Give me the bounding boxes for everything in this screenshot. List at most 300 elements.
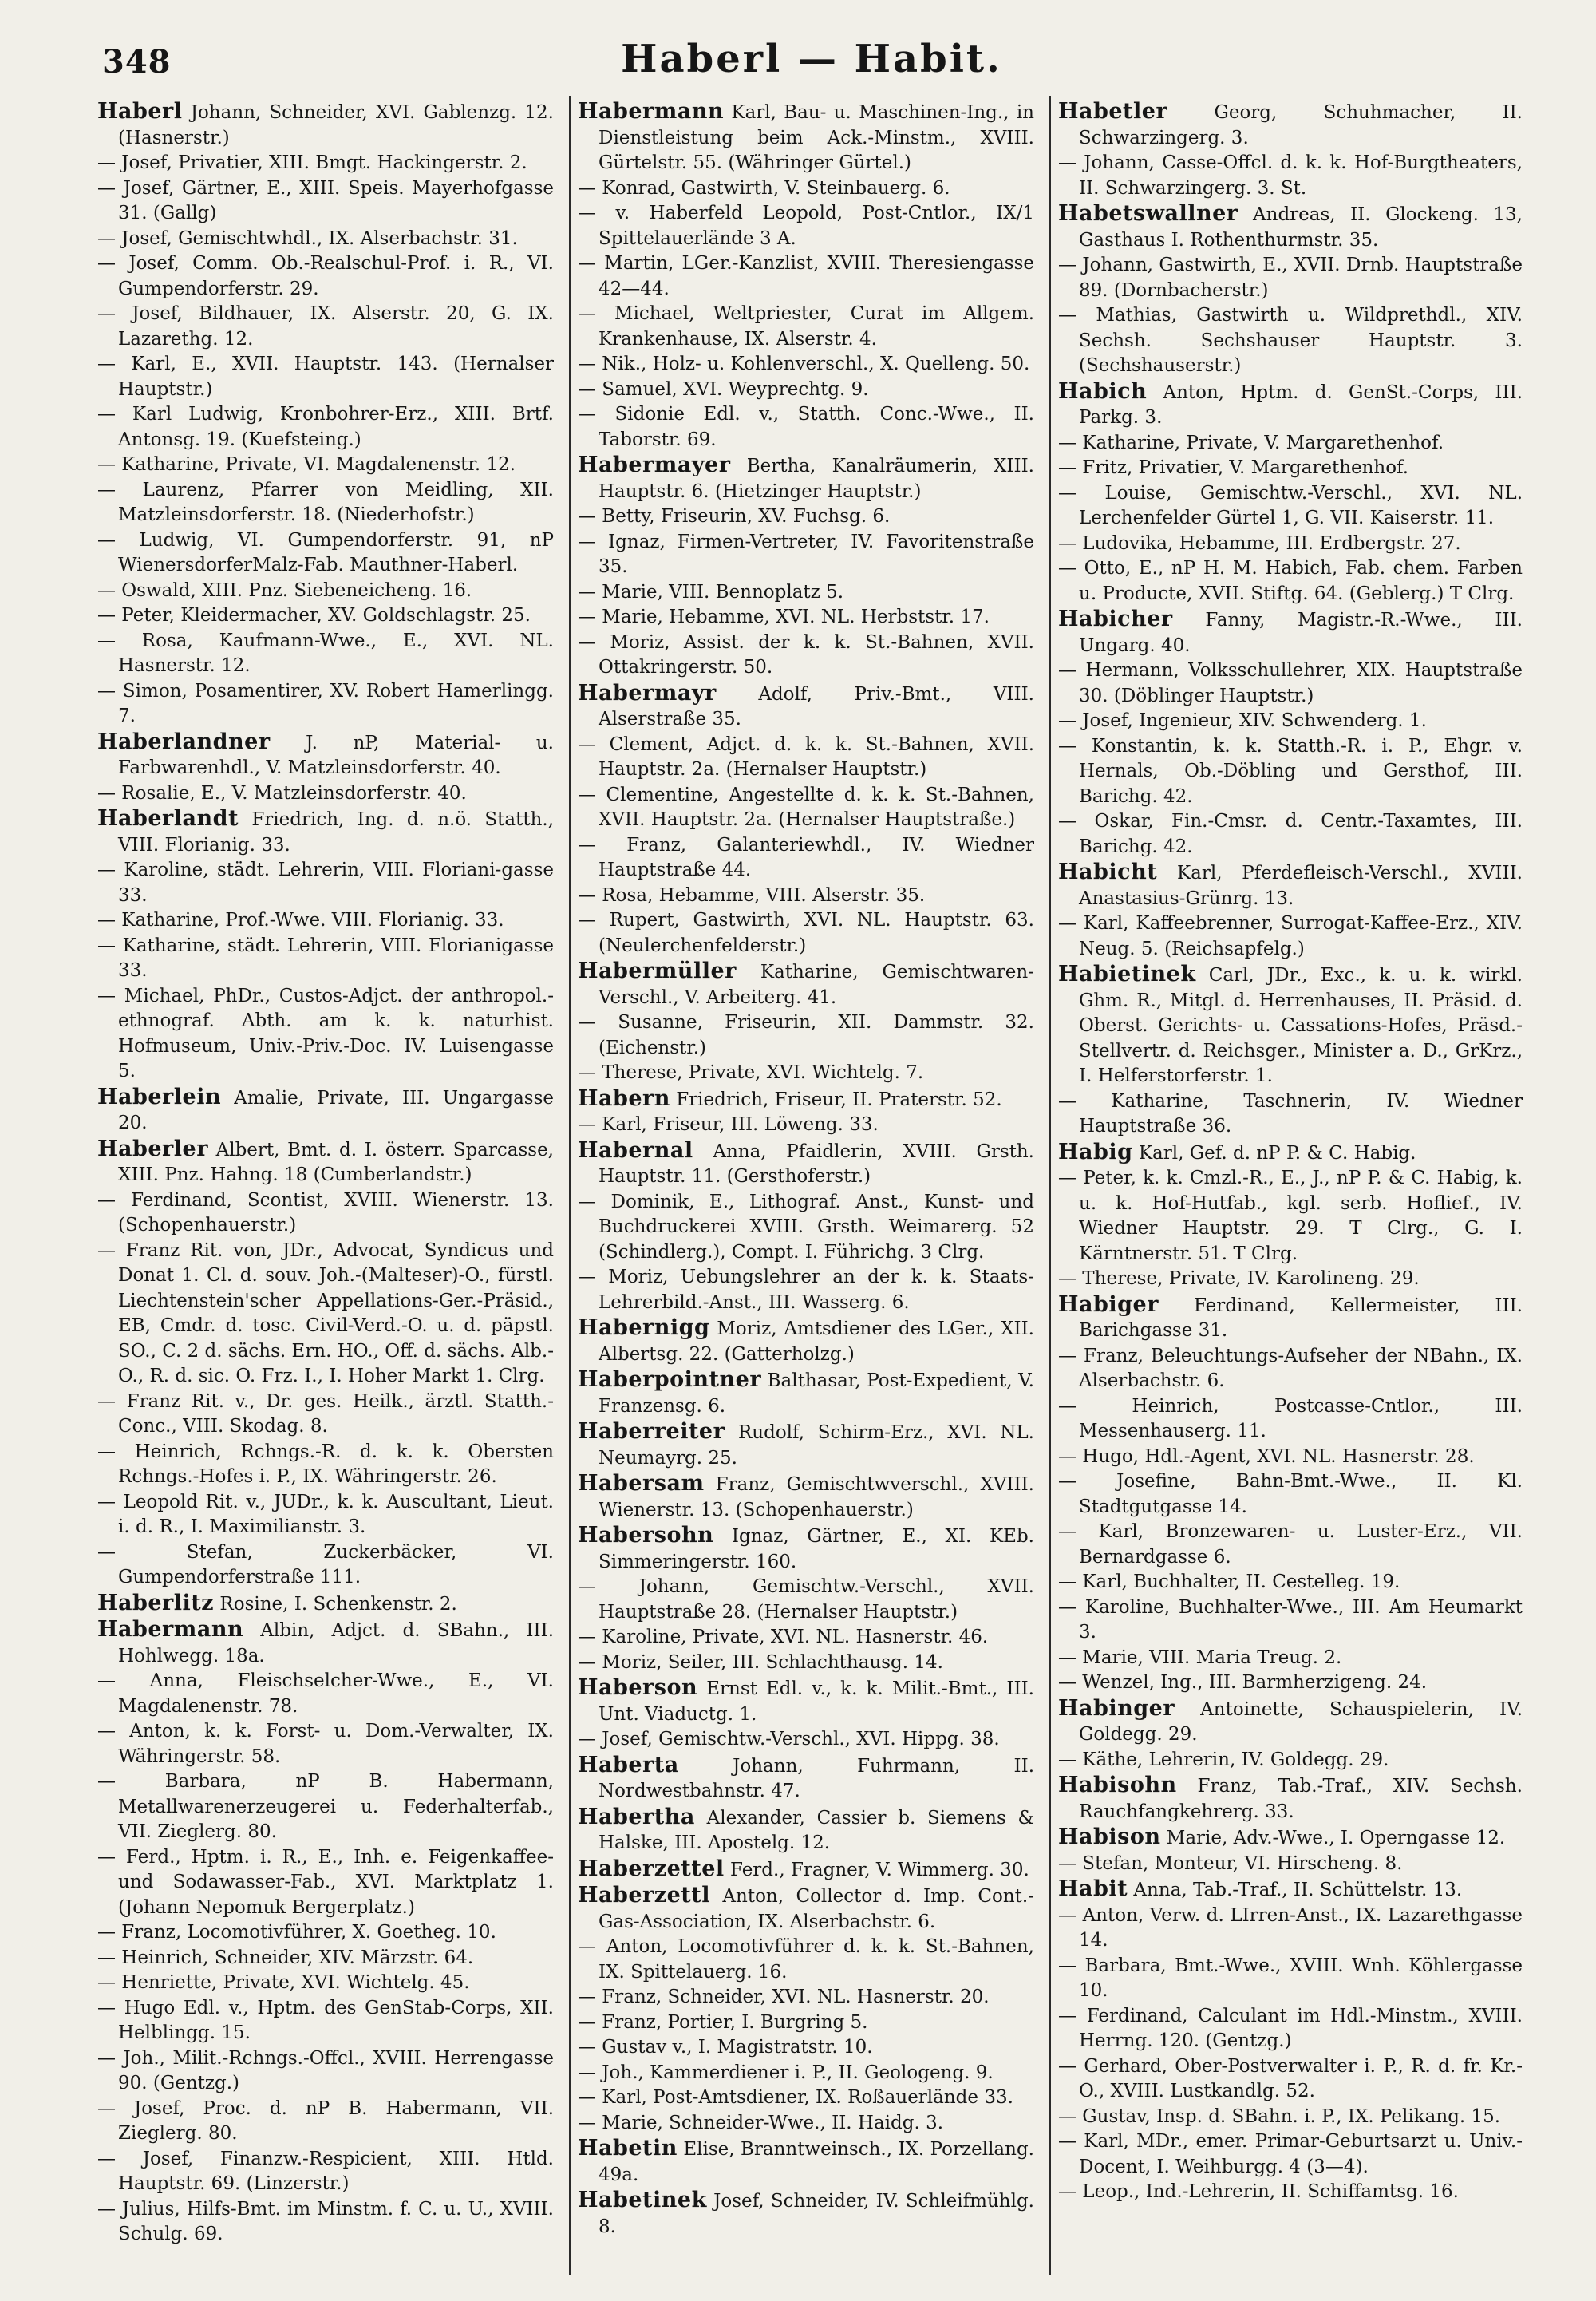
- directory-entry: [97, 2197, 554, 2248]
- entry-text: — Johann, Casse-Offcl. d. k. k. Hof-Burgtheaters, II. Schwarzingerg. 3. St.: [1058, 152, 1523, 199]
- entry-text: — Katharine, Private, V. Margarethenhof.: [1058, 432, 1444, 453]
- directory-entry: [578, 959, 1034, 1010]
- entry-text: — Stefan, Monteur, VI. Hirscheng. 8.: [1058, 1852, 1403, 1874]
- directory-entry: [1058, 658, 1523, 709]
- directory-entry: [97, 1719, 554, 1769]
- entry-text: — Hugo Edl. v., Hptm. des GenStab-Corps, XII. Helblingg. 15.: [97, 1997, 554, 2043]
- directory-entry: [97, 251, 554, 302]
- directory-entry: [1058, 911, 1523, 962]
- entry-text: Georg, Schuhmacher, II. Schwarzingerg. 3.: [1079, 102, 1523, 148]
- entry-surname: Habern: [578, 1085, 670, 1111]
- entry-text: Andreas, II. Glockeng. 13, Gasthaus I. Rothenthurmstr. 35.: [1079, 204, 1523, 251]
- entry-text: Johann, Schneider, XVI. Gablenzg. 12. (Hasnerstr.): [118, 102, 554, 148]
- directory-entry: [97, 806, 554, 858]
- entry-text: Fanny, Magistr.-R.-Wwe., III. Ungarg. 40.: [1079, 610, 1523, 656]
- column-rule: [569, 96, 571, 2275]
- entry-surname: Habermayr: [578, 680, 717, 706]
- directory-entry: [578, 1138, 1034, 1190]
- directory-entry: [1058, 1140, 1523, 1167]
- directory-entry: [97, 1540, 554, 1591]
- directory-entry: [578, 1190, 1034, 1266]
- entry-text: — Nik., Holz- u. Kohlenverschl., X. Quelleng. 50.: [578, 354, 1030, 374]
- entry-text: — Marie, VIII. Bennoplatz 5.: [578, 581, 844, 603]
- entry-text: Adolf, Priv.-Bmt., VIII. Alserstraße 35.: [598, 683, 1034, 729]
- entry-text: — Marie, VIII. Maria Treug. 2.: [1058, 1647, 1342, 1668]
- directory-entry: [1058, 556, 1523, 607]
- entry-text: — Karl, E., XVII. Hauptstr. 143. (Hernalser Hauptstr.): [97, 354, 554, 400]
- entry-surname: Habermüller: [578, 959, 737, 983]
- directory-entry: [97, 579, 554, 604]
- directory-entry: [578, 783, 1034, 833]
- entry-text: Alexander, Cassier b. Siemens & Halske, III. Apostelg. 12.: [598, 1807, 1034, 1853]
- directory-entry: [1058, 2129, 1523, 2180]
- directory-entry: [1058, 253, 1523, 303]
- directory-entry: [1058, 1292, 1523, 1344]
- entry-text: — Samuel, XVI. Weyprechtg. 9.: [578, 378, 869, 400]
- entry-text: — Ferdinand, Calculant im Hdl.-Minstm., XVIII. Herrng. 120. (Gentzg.): [1058, 2005, 1523, 2051]
- directory-entry: [97, 934, 554, 984]
- directory-entry: [97, 1085, 554, 1137]
- directory-entry: [97, 781, 554, 807]
- column-2: [578, 99, 1034, 2270]
- entry-surname: Haberzettl: [578, 1883, 710, 1908]
- entry-text: — Joh., Milit.-Rchngs.-Offcl., XVIII. Herrengasse 90. (Gentzg.): [97, 2047, 554, 2093]
- entry-text: — Katharine, Taschnerin, IV. Wiedner Hauptstraße 36.: [1058, 1090, 1523, 1137]
- entry-text: — Moriz, Uebungslehrer an der k. k. Staats-Lehrerbild.-Anst., III. Wasserg. 6.: [578, 1267, 1034, 1313]
- directory-entry: [97, 1769, 554, 1845]
- directory-entry: [97, 2046, 554, 2097]
- directory-entry: [1058, 607, 1523, 658]
- directory-entry: [578, 2111, 1034, 2137]
- entry-surname: Habetswallner: [1058, 201, 1238, 226]
- entry-text: — Josef, Comm. Ob.-Realschul-Prof. i. R., VI. Gumpendorferstr. 29.: [97, 253, 554, 299]
- directory-entry: [97, 176, 554, 227]
- directory-entry: [97, 227, 554, 252]
- entry-surname: Habernal: [578, 1137, 693, 1163]
- entry-text: — Ferdinand, Scontist, XVIII. Wienerstr. 13. (Schopenhauerstr.): [97, 1189, 554, 1236]
- directory-entry: [578, 1367, 1034, 1419]
- directory-entry: [1058, 2004, 1523, 2054]
- entry-text: — Barbara, nP B. Habermann, Metallwarenerzeugerei u. Federhalterfab., VII. Zieglerg. 80.: [97, 1771, 554, 1842]
- directory-entry: [1058, 2105, 1523, 2130]
- directory-entry: [97, 1617, 554, 1669]
- directory-entry: [97, 528, 554, 579]
- entry-text: — Therese, Private, IV. Karolineng. 29.: [1058, 1268, 1420, 1289]
- entry-text: — Barbara, Bmt.-Wwe., XVIII. Wnh. Köhlergasse 10.: [1058, 1955, 1523, 2001]
- directory-entry: [97, 1137, 554, 1188]
- entry-surname: Habicher: [1058, 607, 1173, 631]
- entry-text: — Anna, Fleischselcher-Wwe., E., VI. Magdalenenstr. 78.: [97, 1670, 554, 1717]
- entry-surname: Haberpointner: [578, 1367, 762, 1392]
- entry-text: — Josef, Ingenieur, XIV. Schwenderg. 1.: [1058, 710, 1427, 731]
- entry-surname: Haberta: [578, 1752, 679, 1777]
- entry-surname: Habersam: [578, 1471, 705, 1496]
- entry-text: Karl, Bau- u. Maschinen-Ing., in Dienstleistung beim Ack.-Minstm., XVIII. Gürtelstr. 55. (Währinger Gürtel.): [598, 102, 1034, 173]
- entry-text: — Josef, Proc. d. nP B. Habermann, VII. Zieglerg. 80.: [97, 2097, 554, 2144]
- directory-entry: [578, 402, 1034, 453]
- entry-text: — Karl, Bronzewaren- u. Luster-Erz., VII. Bernardgasse 6.: [1058, 1521, 1523, 1568]
- directory-entry: [1058, 1954, 1523, 2004]
- directory-entry: [1058, 201, 1523, 253]
- directory-entry: [578, 1265, 1034, 1315]
- directory-entry: [97, 908, 554, 934]
- entry-text: — Dominik, E., Lithograf. Anst., Kunst- und Buchdruckerei XVIII. Grsth. Weimarerg. 52 (Schindlerg.), Compt. I. Führichg. 3 Clrg.: [578, 1191, 1034, 1263]
- directory-entry: [1058, 303, 1523, 379]
- entry-text: — Heinrich, Postcasse-Cntlor., III. Messenhauserg. 11.: [1058, 1395, 1523, 1441]
- directory-entry: [97, 729, 554, 781]
- entry-text: — Franz Rit. von, JDr., Advocat, Syndicus und Donat 1. Cl. d. souv. Joh.-(Malteser)-O., fürstl. Liechtenstein'scher Appellations-Ger.-Präsid., EB, Cmdr. d. tosc. Civil-Verd.-O. u. d. päpstl. SO., C. 2 d. sächs. Ern. HO., Off. d. sächs. Alb.-O., R. d. sic. O. Frz. I., I. Hoher Markt 1. Clrg.: [97, 1239, 554, 1386]
- entry-text: — Henriette, Private, XVI. Wichtelg. 45.: [97, 1972, 470, 1993]
- directory-entry: [578, 1010, 1034, 1061]
- directory-entry: [97, 1845, 554, 1921]
- entry-text: — Josefine, Bahn-Bmt.-Wwe., II. Kl. Stadtgutgasse 14.: [1058, 1471, 1523, 1517]
- entry-text: Friedrich, Friseur, II. Praterstr. 52.: [670, 1089, 1002, 1110]
- directory-entry: [578, 605, 1034, 631]
- entry-text: — Josef, Gärtner, E., XIII. Speis. Mayerhofgasse 31. (Gallg): [97, 177, 554, 223]
- entry-text: — Johann, Gastwirth, E., XVII. Drnb. Hauptstraße 89. (Dornbacherstr.): [1058, 255, 1523, 301]
- entry-text: — Stefan, Zuckerbäcker, VI. Gumpendorferstraße 111.: [97, 1541, 554, 1587]
- entry-text: — Josef, Bildhauer, IX. Alserstr. 20, G. IX. Lazarethg. 12.: [97, 303, 554, 350]
- entry-text: — Karl, Kaffeebrenner, Surrogat-Kaffee-Erz., XIV. Neug. 5. (Reichsapfelg.): [1058, 913, 1523, 959]
- entry-text: Rudolf, Schirm-Erz., XVI. NL. Neumayrg. 25.: [598, 1422, 1034, 1469]
- directory-entry: [578, 1625, 1034, 1651]
- directory-entry: [578, 530, 1034, 580]
- entry-text: Carl, JDr., Exc., k. u. k. wirkl. Ghm. R., Mitgl. d. Herrenhauses, II. Präsid. d. Oberst. Gerichts- u. Cassations-Hofes, Präsd.-Stellvertr. d. Reichsger., Minister a. D., GrKrz., I. Helferstorferstr. 1.: [1079, 965, 1523, 1086]
- directory-entry: [1058, 532, 1523, 557]
- entry-text: — Laurenz, Pfarrer von Meidling, XII. Matzleinsdorferstr. 18. (Niederhofstr.): [97, 479, 554, 525]
- directory-entry: [1058, 734, 1523, 810]
- entry-text: — Moriz, Assist. der k. k. St.-Bahnen, XVII. Ottakringerstr. 50.: [578, 631, 1034, 678]
- directory-entry: [578, 908, 1034, 959]
- directory-entry: [97, 402, 554, 453]
- directory-entry: [1058, 1825, 1523, 1852]
- entry-text: — Mathias, Gastwirth u. Wildprethdl., XIV. Sechsh. Sechshauser Hauptstr. 3. (Sechshauserstr.): [1058, 305, 1523, 376]
- entry-text: Friedrich, Ing. d. n.ö. Statth., VIII. Florianig. 33.: [118, 809, 554, 856]
- directory-entry: [578, 2136, 1034, 2188]
- directory-entry: [97, 1440, 554, 1490]
- entry-text: — Betty, Friseurin, XV. Fuchsg. 6.: [578, 506, 891, 527]
- column-1: [97, 99, 554, 2270]
- directory-entry: [97, 1996, 554, 2046]
- entry-text: — Konstantin, k. k. Statth.-R. i. P., Ehgr. v. Hernals, Ob.-Döbling und Gersthof, III. Barichg. 42.: [1058, 735, 1523, 807]
- directory-entry: [578, 504, 1034, 530]
- entry-surname: Habicht: [1058, 860, 1158, 884]
- entry-text: — Franz Rit. v., Dr. ges. Heilk., ärztl. Statth.-Conc., VIII. Skodag. 8.: [97, 1390, 554, 1437]
- directory-entry: [1058, 1773, 1523, 1825]
- directory-entry: [578, 884, 1034, 909]
- directory-entry: [578, 1935, 1034, 1985]
- entry-text: — Karoline, Private, XVI. NL. Hasnerstr. 46.: [578, 1627, 989, 1647]
- entry-text: Anton, Collector d. Imp. Cont.-Gas-Association, IX. Alserbachstr. 6.: [598, 1886, 1034, 1932]
- directory-entry: [1058, 1595, 1523, 1646]
- entry-surname: Haberlandner: [97, 729, 271, 754]
- entry-text: Josef, Schneider, IV. Schleifmühlg. 8.: [598, 2191, 1034, 2237]
- entry-text: — Franz, Galanteriewhdl., IV. Wiedner Hauptstraße 44.: [578, 834, 1034, 880]
- directory-entry: [97, 1239, 554, 1390]
- directory-entry: [97, 984, 554, 1085]
- entry-text: Anna, Tab.-Traf., II. Schüttelstr. 13.: [1128, 1880, 1463, 1900]
- directory-entry: [97, 151, 554, 176]
- entry-text: Marie, Adv.-Wwe., I. Operngasse 12.: [1160, 1828, 1506, 1848]
- entry-text: — Josef, Finanzw.-Respicient, XIII. Htld. Hauptstr. 69. (Linzerstr.): [97, 2148, 554, 2194]
- entry-text: — Marie, Schneider-Wwe., II. Haidg. 3.: [578, 2112, 944, 2133]
- directory-entry: [578, 2086, 1034, 2111]
- entry-surname: Habietinek: [1058, 962, 1196, 986]
- entry-text: — Rosa, Hebamme, VIII. Alserstr. 35.: [578, 884, 926, 906]
- entry-text: — Käthe, Lehrerin, IV. Goldegg. 29.: [1058, 1749, 1389, 1770]
- entry-text: — Martin, LGer.-Kanzlist, XVIII. Theresiengasse 42—44.: [578, 253, 1034, 299]
- entry-text: — Karl, MDr., emer. Primar-Geburtsarzt u. Univ.-Docent, I. Weihburgg. 4 (3—4).: [1058, 2131, 1523, 2177]
- directory-entry: [1058, 809, 1523, 860]
- directory-entry: [97, 603, 554, 629]
- entry-text: — Rupert, Gastwirth, XVI. NL. Hauptstr. 63. (Neulerchenfelderstr.): [578, 910, 1034, 956]
- entry-text: — Ferd., Hptm. i. R., E., Inh. e. Feigenkaffee- und Sodawasser-Fab., XVI. Marktplatz 1. (Johann Nepomuk Bergerplatz.): [97, 1846, 554, 1918]
- directory-entry: [578, 2188, 1034, 2240]
- entry-text: — Franz, Locomotivführer, X. Goetheg. 10.: [97, 1922, 496, 1943]
- entry-surname: Habinger: [1058, 1695, 1175, 1721]
- entry-text: — Leopold Rit. v., JUDr., k. k. Auscultant, Lieut. i. d. R., I. Maximilianstr. 3.: [97, 1491, 554, 1537]
- entry-surname: Habich: [1058, 378, 1148, 404]
- entry-text: — Heinrich, Schneider, XIV. Märzstr. 64.: [97, 1947, 474, 1968]
- directory-entry: [578, 1086, 1034, 1113]
- directory-entry: [578, 1575, 1034, 1625]
- directory-entry: [97, 1669, 554, 1719]
- entry-text: Ferd., Fragner, V. Wimmerg. 30.: [724, 1859, 1029, 1880]
- entry-text: Ferdinand, Kellermeister, III. Barichgasse 31.: [1079, 1295, 1523, 1341]
- directory-entry: [578, 1883, 1034, 1935]
- directory-entry: [1058, 1089, 1523, 1140]
- entry-text: — Johann, Gemischtw.-Verschl., XVII. Hauptstraße 28. (Hernalser Hauptstr.): [578, 1576, 1034, 1623]
- entry-text: — Anton, Verw. d. LIrren-Anst., IX. Lazarethgasse 14.: [1058, 1904, 1523, 1951]
- directory-entry: [578, 99, 1034, 176]
- entry-text: — Josef, Gemischtw.-Verschl., XVI. Hippg. 38.: [578, 1729, 1000, 1749]
- entry-surname: Habetinek: [578, 2188, 707, 2212]
- directory-entry: [1058, 431, 1523, 457]
- entry-text: Franz, Tab.-Traf., XIV. Sechsh. Rauchfangkehrerg. 33.: [1079, 1776, 1523, 1822]
- running-title: Haberl — Habit.: [621, 37, 1002, 81]
- directory-entry: [97, 2147, 554, 2197]
- entry-text: — Oswald, XIII. Pnz. Siebeneicheng. 16.: [97, 579, 472, 601]
- entry-surname: Haberl: [97, 99, 183, 124]
- directory-entry: [97, 858, 554, 908]
- directory-entry: [578, 833, 1034, 884]
- entry-text: Franz, Gemischtwverschl., XVIII. Wienerstr. 13. (Schopenhauerstr.): [598, 1474, 1034, 1520]
- directory-entry: [1058, 1852, 1523, 1877]
- directory-entry: [578, 1061, 1034, 1086]
- entry-text: Johann, Fuhrmann, II. Nordwestbahnstr. 47.: [598, 1755, 1034, 1801]
- entry-text: — Clement, Adjct. d. k. k. St.-Bahnen, XVII. Hauptstr. 2a. (Hernalser Hauptstr.): [578, 733, 1034, 780]
- entry-text: — Rosa, Kaufmann-Wwe., E., XVI. NL. Hasnerstr. 12.: [97, 630, 554, 676]
- entry-text: — Ignaz, Firmen-Vertreter, IV. Favoritenstraße 35.: [578, 531, 1034, 577]
- entry-text: Amalie, Private, III. Ungargasse 20.: [118, 1087, 554, 1133]
- directory-entry: [97, 1971, 554, 1996]
- directory-entry: [1058, 962, 1523, 1089]
- directory-entry: [1058, 860, 1523, 911]
- entry-text: — Karl, Friseur, III. Löweng. 33.: [578, 1114, 879, 1135]
- entry-text: — Julius, Hilfs-Bmt. im Minstm. f. C. u. U., XVIII. Schulg. 69.: [97, 2198, 554, 2244]
- entry-surname: Habermann: [578, 99, 725, 124]
- directory-entry: [1058, 2054, 1523, 2105]
- entry-text: — Anton, Locomotivführer d. k. k. St.-Bahnen, IX. Spittelauerg. 16.: [578, 1936, 1034, 1983]
- entry-text: — Gerhard, Ober-Postverwalter i. P., R. d. fr. Kr.-O., XVIII. Lustkandlg. 52.: [1058, 2055, 1523, 2101]
- directory-entry: [97, 1920, 554, 1946]
- directory-entry: [578, 2061, 1034, 2086]
- entry-text: Balthasar, Post-Expedient, V. Franzensg. 6.: [598, 1370, 1034, 1417]
- page-header: [97, 32, 1526, 96]
- entry-text: — Sidonie Edl. v., Statth. Conc.-Wwe., II. Taborstr. 69.: [578, 404, 1034, 450]
- directory-entry: [97, 629, 554, 679]
- entry-text: Anna, Pfaidlerin, XVIII. Grsth. Hauptstr. 11. (Gersthoferstr.): [598, 1141, 1034, 1187]
- entry-surname: Haberlein: [97, 1084, 222, 1109]
- entry-text: — Oskar, Fin.-Cmsr. d. Centr.-Taxamtes, III. Barichg. 42.: [1058, 811, 1523, 857]
- entry-surname: Habetler: [1058, 99, 1168, 124]
- directory-entry: [578, 1315, 1034, 1367]
- entry-text: — Peter, Kleidermacher, XV. Goldschlagstr. 25.: [97, 605, 531, 626]
- directory-entry: [1058, 481, 1523, 532]
- directory-entry: [578, 681, 1034, 733]
- entry-text: — v. Haberfeld Leopold, Post-Cntlor., IX/1 Spittelauerlände 3 A.: [578, 203, 1034, 249]
- directory-entry: [578, 580, 1034, 606]
- entry-text: — Clementine, Angestellte d. k. k. St.-Bahnen, XVII. Hauptstr. 2a. (Hernalser Hauptstraße.): [578, 784, 1034, 830]
- directory-entry: [1058, 1646, 1523, 1671]
- entry-text: — Karoline, städt. Lehrerin, VIII. Floriani-gasse 33.: [97, 860, 554, 906]
- directory-entry: [1058, 1344, 1523, 1394]
- entry-surname: Habernigg: [578, 1315, 710, 1340]
- entry-text: — Joh., Kammerdiener i. P., II. Geologeng. 9.: [578, 2062, 994, 2083]
- entry-text: — Hermann, Volksschullehrer, XIX. Hauptstraße 30. (Döblinger Hauptstr.): [1058, 660, 1523, 706]
- directory-entry: [1058, 1876, 1523, 1904]
- directory-entry: [578, 201, 1034, 251]
- directory-entry: [1058, 709, 1523, 734]
- directory-entry: [1058, 1904, 1523, 1954]
- entry-text: — Gustav, Insp. d. SBahn. i. P., IX. Pelikang. 15.: [1058, 2105, 1501, 2127]
- entry-surname: Habertha: [578, 1804, 695, 1829]
- entry-surname: Haberlitz: [97, 1590, 215, 1615]
- entry-text: Ignaz, Gärtner, E., XI. KEb. Simmeringerstr. 160.: [598, 1526, 1034, 1572]
- directory-entry: [578, 1419, 1034, 1471]
- directory-entry: [578, 176, 1034, 202]
- entry-text: Rosine, I. Schenkenstr. 2.: [214, 1593, 457, 1615]
- directory-entry: [1058, 379, 1523, 431]
- entry-text: — Simon, Posamentirer, XV. Robert Hamerlingg. 7.: [97, 680, 554, 726]
- entry-text: — Rosalie, E., V. Matzleinsdorferstr. 40.: [97, 782, 467, 804]
- entry-text: Karl, Pferdefleisch-Verschl., XVIII. Anastasius-Grünrg. 13.: [1079, 863, 1523, 909]
- entry-text: Albert, Bmt. d. I. österr. Sparcasse, XIII. Pnz. Hahng. 18 (Cumberlandstr.): [118, 1139, 554, 1185]
- entry-surname: Habiger: [1058, 1291, 1159, 1317]
- entry-text: Antoinette, Schauspielerin, IV. Goldegg. 29.: [1079, 1698, 1523, 1745]
- entry-text: — Wenzel, Ing., III. Barmherzigeng. 24.: [1058, 1672, 1428, 1693]
- entry-text: — Heinrich, Rchngs.-R. d. k. k. Obersten Rchngs.-Hofes i. P., IX. Währingerstr. 26.: [97, 1441, 554, 1487]
- directory-entry: [97, 1188, 554, 1239]
- directory-entry: [578, 302, 1034, 352]
- entry-text: — Hugo, Hdl.-Agent, XVI. NL. Hasnerstr. 28.: [1058, 1445, 1475, 1467]
- directory-entry: [97, 2097, 554, 2147]
- directory-entry: [97, 1390, 554, 1440]
- entry-text: — Franz, Beleuchtungs-Aufseher der NBahn., IX. Alserbachstr. 6.: [1058, 1345, 1523, 1391]
- directory-entry: [578, 1856, 1034, 1884]
- directory-entry: [1058, 1445, 1523, 1470]
- entry-surname: Haberreiter: [578, 1419, 725, 1444]
- directory-entry: [1058, 1166, 1523, 1267]
- directory-entry: [1058, 456, 1523, 481]
- directory-entry: [1058, 151, 1523, 201]
- entry-text: Albin, Adjct. d. SBahn., III. Hohlwegg. 18a.: [118, 1620, 554, 1666]
- directory-entry: [1058, 1267, 1523, 1292]
- entry-text: Bertha, Kanalräumerin, XIII. Hauptstr. 6. (Hietzinger Hauptstr.): [598, 456, 1034, 502]
- entry-text: — Anton, k. k. Forst- u. Dom.-Verwalter, IX. Währingerstr. 58.: [97, 1721, 554, 1767]
- entry-text: — Josef, Privatier, XIII. Bmgt. Hackingerstr. 2.: [97, 152, 527, 173]
- directory-entry: [578, 733, 1034, 783]
- entry-text: — Fritz, Privatier, V. Margarethenhof.: [1058, 457, 1409, 478]
- entry-text: — Josef, Gemischtwhdl., IX. Alserbachstr. 31.: [97, 227, 518, 249]
- entry-surname: Habersohn: [578, 1523, 714, 1548]
- entry-text: — Otto, E., nP H. M. Habich, Fab. chem. Farben u. Producte, XVII. Stiftg. 64. (Geblerg.) T Clrg.: [1058, 558, 1523, 604]
- entry-text: — Franz, Portier, I. Burgring 5.: [578, 2011, 868, 2033]
- page-number: 348: [102, 43, 172, 81]
- directory-entry: [578, 1675, 1034, 1727]
- directory-entry: [97, 453, 554, 478]
- entry-text: Karl, Gef. d. nP P. & C. Habig.: [1132, 1142, 1416, 1164]
- entry-text: Elise, Branntweinsch., IX. Porzellang. 49a.: [598, 2139, 1034, 2185]
- directory-entry: [578, 1523, 1034, 1575]
- directory-entry: [97, 99, 554, 151]
- directory-entry: [97, 1490, 554, 1540]
- directory-entry: [578, 1805, 1034, 1856]
- entry-text: — Karl Ludwig, Kronbohrer-Erz., XIII. Brtf. Antonsg. 19. (Kuefsteing.): [97, 404, 554, 450]
- entry-text: — Susanne, Friseurin, XII. Dammstr. 32. (Eichenstr.): [578, 1012, 1034, 1058]
- entry-text: — Konrad, Gastwirth, V. Steinbauerg. 6.: [578, 177, 950, 199]
- directory-entry: [97, 1946, 554, 1971]
- directory-entry: [578, 1651, 1034, 1676]
- entry-text: — Marie, Hebamme, XVI. NL. Herbststr. 17.: [578, 607, 990, 627]
- entry-text: — Peter, k. k. Cmzl.-R., E., J., nP P. & C. Habig, k. u. k. Hof-Hutfab., kgl. serb. Hoflief., IV. Wiedner Hauptstr. 29. T Clrg., G. I. Kärntnerstr. 51. T Clrg.: [1058, 1168, 1523, 1264]
- directory-entry: [578, 1985, 1034, 2010]
- entry-surname: Habermann: [97, 1617, 244, 1642]
- directory-entry: [578, 378, 1034, 403]
- directory-entry: [578, 1113, 1034, 1138]
- entry-text: — Katharine, städt. Lehrerin, VIII. Florianigasse 33.: [97, 935, 554, 981]
- directory-entry: [578, 1471, 1034, 1523]
- entry-text: — Gustav v., I. Magistratstr. 10.: [578, 2037, 873, 2058]
- entry-text: — Louise, Gemischtw.-Verschl., XVI. NL. Lerchenfelder Gürtel 1, G. VII. Kaiserstr. 11.: [1058, 482, 1523, 528]
- entry-text: — Karl, Post-Amtsdiener, IX. Roßauerlände 33.: [578, 2087, 1013, 2108]
- directory-entry: [578, 453, 1034, 504]
- directory-entry: [97, 1591, 554, 1618]
- entry-text: — Franz, Schneider, XVI. NL. Hasnerstr. 20.: [578, 1987, 990, 2007]
- directory-entry: [578, 1727, 1034, 1753]
- entry-text: Anton, Hptm. d. GenSt.-Corps, III. Parkg. 3.: [1079, 382, 1523, 428]
- entry-surname: Haberlandt: [97, 806, 239, 831]
- directory-entry: [1058, 1469, 1523, 1520]
- directory-entry: [1058, 1520, 1523, 1570]
- directory-entry: [1058, 1748, 1523, 1773]
- directory-entry: [578, 251, 1034, 302]
- entry-surname: Habermayer: [578, 453, 731, 477]
- entry-text: Moriz, Amtsdiener des LGer., XII. Albertsg. 22. (Gatterholzg.): [598, 1319, 1034, 1365]
- column-3: [1058, 99, 1523, 2270]
- entry-text: — Leop., Ind.-Lehrerin, II. Schiffamtsg. 16.: [1058, 2181, 1459, 2202]
- entry-text: — Michael, PhDr., Custos-Adjct. der anthropol.-ethnograf. Abth. am k. k. naturhist. Hofmuseum, Univ.-Priv.-Doc. IV. Luisengasse 5.: [97, 985, 554, 1081]
- entry-surname: Habison: [1058, 1825, 1161, 1849]
- entry-surname: Habig: [1058, 1139, 1133, 1164]
- directory-entry: [578, 352, 1034, 378]
- directory-entry: [1058, 1696, 1523, 1748]
- directory-entry: [97, 352, 554, 402]
- entry-text: — Ludovika, Hebamme, III. Erdbergstr. 27.: [1058, 532, 1461, 554]
- column-rule: [1049, 96, 1051, 2275]
- directory-entry: [97, 679, 554, 729]
- directory-entry: [1058, 1394, 1523, 1445]
